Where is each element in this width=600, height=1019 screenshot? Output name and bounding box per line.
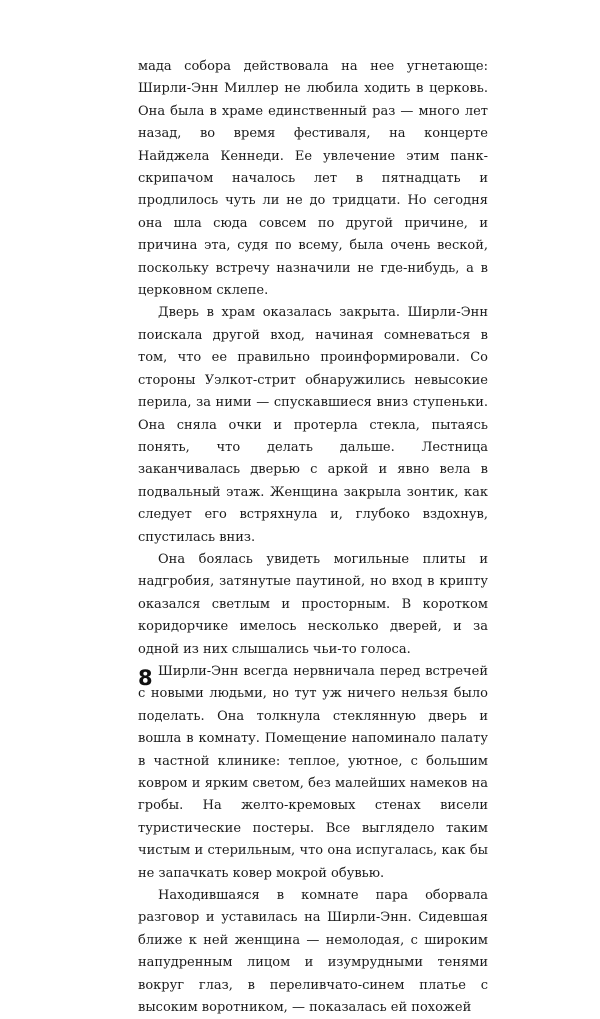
page-number: 8 [138,666,153,690]
paragraph-3: Она боялась увидеть могильные плиты и надгробия, затянутые паутиной, но вход в крипту оказался светлым и просторным. В коротком коридорчике имелось несколько дверей, и за одной из них слышались чьи-то голоса. [138,551,488,657]
paragraph-4: Ширли-Энн всегда нервничала перед встречей с новыми людьми, но тут уж ничего нельзя было поделать. Она толкнула стеклянную дверь и вошла в комнату. Помещение напоминало палату в частной клинике: теплое, уютное, с большим ковром и ярким светом, без малейших намеков на гробы. На желто-кремовых стенах висели туристические постеры. Все выглядело таким чистым и стерильным, что она испугалась, как бы не запачкать ковер мокрой обувью. [138,663,488,881]
paragraph-2: Дверь в храм оказалась закрыта. Ширли-Энн поискала другой вход, начиная сомневаться в том, что ее правильно проинформировали. Со стороны Уэлкот-стрит обнаружились невысокие перила, за ними — спускавшиеся вниз ступеньки. Она сняла очки и протерла стекла, пытаясь понять, что делать дальше. Лестница заканчивалась дверью с аркой и явно вела в подвальный этаж. Женщина закрыла зонтик, как следует его встряхнула и, глубоко вздохнув, спустилась вниз. [138,305,488,545]
page-body-text [138,56,488,1019]
paragraph-5: Находившаяся в комнате пара оборвала разговор и уставилась на Ширли-Энн. Сидевшая ближе к ней женщина — немолодая, с широким напудренным лицом и изумрудными тенями вокруг глаз, в переливчато-синем платье с высоким воротником, — показалась ей похожей [138,888,488,1016]
paragraph-1: мада собора действовала на нее угнетающе: Ширли-Энн Миллер не любила ходить в церковь. Она была в храме единственный раз — много лет назад, во время фестиваля, на концерте Найджела Кеннеди. Ее увлечение этим панк-скрипачом началось лет в пятнадцать и продлилось чуть ли не до тридцати. Но сегодня она шла сюда совсем по другой причине, и причина эта, судя по всему, была очень веской, поскольку встречу назначили не где-нибудь, а в церковном склепе. [138,59,488,299]
